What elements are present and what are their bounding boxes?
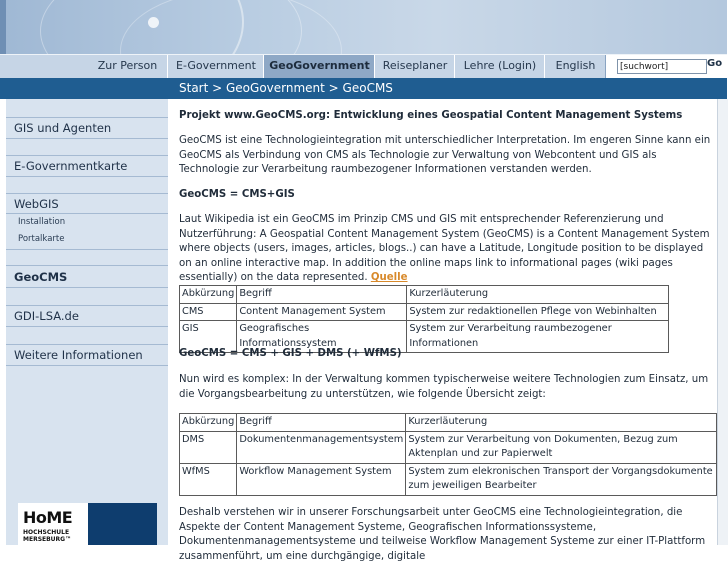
sidebar-item-weitere-informationen[interactable]: Weitere Informationen xyxy=(14,348,143,362)
complexity-paragraph: Nun wird es komplex: In der Verwaltung kommen typischerweise weitere Technologien zum Einsatz, um die Vorgangsbearbeitung zu unterstützen, wie folgende Übersicht zeigt: xyxy=(179,374,709,400)
sidebar-item-gis-und-agenten[interactable]: GIS und Agenten xyxy=(14,121,112,135)
logo-wordmark: HoME xyxy=(23,508,73,527)
sidebar-item-gdi-lsa[interactable]: GDI-LSA.de xyxy=(14,309,79,323)
table-cell: System zur Verarbeitung raumbezogener Informationen xyxy=(407,321,669,353)
table-cell: System zum elekronischen Transport der Vorgangsdokumente zum jeweiligen Bearbeiter xyxy=(406,463,717,495)
wikipedia-paragraph xyxy=(179,213,717,286)
sidebar-item-e-governmentkarte[interactable]: E-Governmentkarte xyxy=(14,159,128,173)
wikipedia-text: Laut Wikipedia ist ein GeoCMS im Prinzip CMS und GIS mit entsprechender Referenzierung und Nutzerführung: A Geospatial Content Management System (GeoCMS) is a Content Management System where objects (users, images, articles, blogs..) can have a Latitude, Longitude position to be displayed on an online interactive map. In addition the online maps link to informational pages (wiki pages essentially) on the data represented. xyxy=(179,214,710,283)
sidebar xyxy=(6,99,168,545)
table-cell: CMS xyxy=(180,303,237,321)
table-header-cell: Begriff xyxy=(237,286,407,304)
search-input[interactable] xyxy=(617,59,707,74)
sidebar-divider xyxy=(6,265,168,266)
table-header-row xyxy=(180,286,669,304)
intro-paragraph: GeoCMS ist eine Technologieintegration mit unterschiedlicher Interpretation. Im engeren Sinne kann ein GeoCMS als Verbindung von CMS als Technologie zur Verwaltung von Webcontent und GIS als Technologie zur Verarbeitung raumbezogener Informationen verstanden werden. xyxy=(179,135,711,175)
sidebar-subitem-installation[interactable]: Installation xyxy=(18,217,66,227)
section-heading-dms-wfms: GeoCMS = CMS + GIS + DMS (+ WfMS) xyxy=(179,348,402,359)
sidebar-item-webgis[interactable]: WebGIS xyxy=(14,197,59,211)
breadcrumb-bar xyxy=(0,78,727,99)
table-row xyxy=(180,303,669,321)
sidebar-divider xyxy=(6,213,168,214)
top-navigation xyxy=(0,54,727,79)
nav-lehre-login[interactable]: Lehre (Login) xyxy=(454,55,545,78)
sidebar-divider xyxy=(6,326,168,327)
sidebar-divider xyxy=(6,365,168,366)
sidebar-divider xyxy=(6,176,168,177)
sidebar-subitem-portalkarte[interactable]: Portalkarte xyxy=(18,234,65,244)
table-dms-wfms xyxy=(179,413,717,496)
table-header-cell: Abkürzung xyxy=(180,286,237,304)
sidebar-divider xyxy=(6,155,168,156)
logo-subtitle xyxy=(23,529,71,543)
table-cell: Workflow Management System xyxy=(237,463,406,495)
nav-e-government[interactable]: E-Government xyxy=(167,55,264,78)
banner-dot-icon xyxy=(148,17,159,28)
page-title: Projekt www.GeoCMS.org: Entwicklung eines Geospatial Content Management Systems xyxy=(179,110,683,121)
table-header-cell: Kurzerläuterung xyxy=(406,414,717,432)
table-cell: System zur redaktionellen Pflege von Webinhalten xyxy=(407,303,669,321)
nav-reiseplaner[interactable]: Reiseplaner xyxy=(374,55,455,78)
table-cell: Dokumentenmanagementsystem xyxy=(237,431,406,463)
table-header-row xyxy=(180,414,717,432)
table-cell: Geografisches Informationssystem xyxy=(237,321,407,353)
table-cell: DMS xyxy=(180,431,237,463)
header-banner xyxy=(0,0,727,54)
table-header-cell: Abkürzung xyxy=(180,414,237,432)
table-cms-gis xyxy=(179,285,669,353)
table-header-cell: Kurzerläuterung xyxy=(407,286,669,304)
university-logo[interactable] xyxy=(18,503,157,545)
logo-line-merseburg: MERSEBURG™ xyxy=(23,536,72,543)
breadcrumb: Start > GeoGovernment > GeoCMS xyxy=(179,81,393,95)
sidebar-divider xyxy=(6,117,168,118)
quelle-link[interactable]: Quelle xyxy=(370,272,408,283)
logo-line-hochschule: HOCHSCHULE xyxy=(23,529,70,536)
table-row xyxy=(180,431,717,463)
sidebar-divider xyxy=(6,193,168,194)
table-row xyxy=(180,463,717,495)
section-heading-cms-gis: GeoCMS = CMS+GIS xyxy=(179,189,295,200)
sidebar-divider xyxy=(6,305,168,306)
table-cell: System zur Verarbeitung von Dokumenten, Bezug zum Aktenplan und zur Papierwelt xyxy=(406,431,717,463)
nav-english[interactable]: English xyxy=(544,55,606,78)
nav-zur-person[interactable]: Zur Person xyxy=(97,59,158,72)
table-cell: GIS xyxy=(180,321,237,353)
page-scrollbar[interactable] xyxy=(717,99,728,545)
sidebar-divider xyxy=(6,138,168,139)
nav-geogovernment[interactable]: GeoGovernment xyxy=(263,55,375,78)
table-header-cell: Begriff xyxy=(237,414,406,432)
go-button[interactable]: Go xyxy=(707,58,723,69)
main-content xyxy=(179,99,717,562)
conclusion-paragraph: Deshalb verstehen wir in unserer Forschungsarbeit unter GeoCMS eine Technologieintegration, die Aspekte der Content Management Systeme, Geografischen Informationssysteme, Dokumentenmanagementsysteme und teilweise Workflow Management Systeme zur einer IT-Plattform zusammenführt, um eine durchgängige, digitale xyxy=(179,507,706,562)
sidebar-divider xyxy=(6,287,168,288)
sidebar-divider xyxy=(6,344,168,345)
sidebar-item-geocms[interactable]: GeoCMS xyxy=(14,270,68,284)
table-cell: WfMS xyxy=(180,463,237,495)
search-box xyxy=(605,55,728,78)
table-cell: Content Management System xyxy=(237,303,407,321)
sidebar-divider xyxy=(6,249,168,250)
